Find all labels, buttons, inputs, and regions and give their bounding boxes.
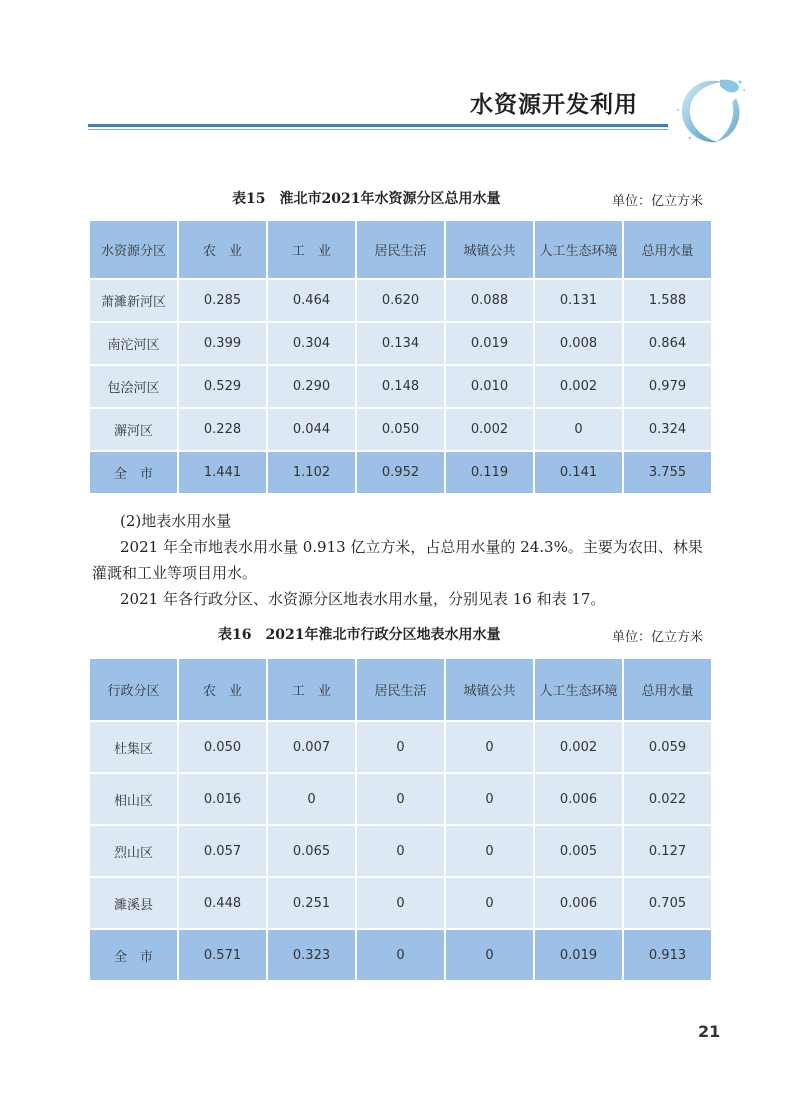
column-header: 农 业 (179, 659, 266, 720)
table-row (90, 878, 711, 928)
table-cell: 0.620 (357, 280, 444, 321)
table-cell: 0 (357, 878, 444, 928)
table-cell: 0 (357, 826, 444, 876)
table-cell: 0.448 (179, 878, 266, 928)
table-cell: 萧濉新河区 (90, 280, 177, 321)
table-cell: 0 (446, 774, 533, 824)
table-cell: 0.148 (357, 366, 444, 407)
table-header-row (90, 221, 711, 278)
table-cell: 0.044 (268, 409, 355, 450)
table-cell: 0 (446, 930, 533, 980)
column-header: 人工生态环境 (535, 659, 622, 720)
header-rule-thin (88, 129, 668, 130)
section-header-title: 水资源开发利用 (470, 91, 638, 118)
table-cell: 3.755 (624, 452, 711, 493)
table-cell: 0.006 (535, 878, 622, 928)
table16-caption: 表16 2021年淮北市行政分区地表水用水量 (218, 627, 501, 643)
table-cell: 0.323 (268, 930, 355, 980)
table-cell: 1.102 (268, 452, 355, 493)
table-cell: 0.016 (179, 774, 266, 824)
table-cell: 0.007 (268, 722, 355, 772)
table-cell: 0.571 (179, 930, 266, 980)
column-header: 工 业 (268, 221, 355, 278)
column-header: 总用水量 (624, 659, 711, 720)
table-cell: 0.002 (535, 722, 622, 772)
table-cell: 0.304 (268, 323, 355, 364)
table-cell: 0.019 (535, 930, 622, 980)
table15-unit: 单位：亿立方米 (612, 194, 704, 209)
table-cell: 0.290 (268, 366, 355, 407)
table-cell: 0.008 (535, 323, 622, 364)
table-cell: 0.050 (179, 722, 266, 772)
table-cell: 全 市 (90, 930, 177, 980)
table-cell: 杜集区 (90, 722, 177, 772)
table-cell: 0.010 (446, 366, 533, 407)
table-row (90, 323, 711, 364)
page-number: 21 (698, 1022, 721, 1041)
table-cell: 0 (357, 774, 444, 824)
table-row (90, 366, 711, 407)
column-header: 居民生活 (357, 221, 444, 278)
table-cell: 0.705 (624, 878, 711, 928)
column-header: 总用水量 (624, 221, 711, 278)
header-rule (88, 124, 668, 127)
table-cell: 1.441 (179, 452, 266, 493)
table-cell: 相山区 (90, 774, 177, 824)
table15-caption: 表15 淮北市2021年水资源分区总用水量 (232, 191, 501, 207)
table-cell: 0.002 (446, 409, 533, 450)
table-cell: 0.127 (624, 826, 711, 876)
column-header: 农 业 (179, 221, 266, 278)
table-cell: 0.019 (446, 323, 533, 364)
table-row (90, 774, 711, 824)
table-cell: 包浍河区 (90, 366, 177, 407)
table-cell: 0.529 (179, 366, 266, 407)
table-row (90, 280, 711, 321)
table-cell: 0.324 (624, 409, 711, 450)
table-cell: 0.399 (179, 323, 266, 364)
table-header-row (90, 659, 711, 720)
table-cell: 濉溪县 (90, 878, 177, 928)
table-cell: 0 (268, 774, 355, 824)
section-heading: (2)地表水用水量 (120, 512, 232, 530)
table-cell: 0.285 (179, 280, 266, 321)
table16-unit: 单位：亿立方米 (612, 630, 704, 645)
table-total-row (90, 930, 711, 980)
table-cell: 0 (446, 878, 533, 928)
table-cell: 0.022 (624, 774, 711, 824)
table-cell: 0.464 (268, 280, 355, 321)
table-cell: 0.141 (535, 452, 622, 493)
table-row (90, 409, 711, 450)
column-header: 居民生活 (357, 659, 444, 720)
paragraph: 2021 年全市地表水用水量 0.913 亿立方米，占总用水量的 24.3%。主要为农田、林果灌溉和工业等项目用水。 (92, 538, 703, 582)
table-cell: 0.057 (179, 826, 266, 876)
column-header: 城镇公共 (446, 221, 533, 278)
table-cell: 0.088 (446, 280, 533, 321)
table-cell: 0.228 (179, 409, 266, 450)
table-cell: 0.134 (357, 323, 444, 364)
column-header: 人工生态环境 (535, 221, 622, 278)
table15 (88, 219, 713, 495)
column-header: 行政分区 (90, 659, 177, 720)
table-cell: 0.913 (624, 930, 711, 980)
table-row (90, 826, 711, 876)
table-row (90, 722, 711, 772)
table-cell: 烈山区 (90, 826, 177, 876)
table-cell: 0 (535, 409, 622, 450)
table-cell: 0.006 (535, 774, 622, 824)
water-splash-logo-icon (670, 70, 750, 150)
table-cell: 1.588 (624, 280, 711, 321)
table-cell: 澥河区 (90, 409, 177, 450)
table-total-row (90, 452, 711, 493)
table-cell: 0 (446, 722, 533, 772)
table-cell: 0.005 (535, 826, 622, 876)
table16 (88, 657, 713, 982)
column-header: 水资源分区 (90, 221, 177, 278)
table-cell: 0.065 (268, 826, 355, 876)
table-cell: 0 (357, 930, 444, 980)
table-cell: 0.131 (535, 280, 622, 321)
table-cell: 0.864 (624, 323, 711, 364)
table-cell: 南沱河区 (90, 323, 177, 364)
paragraph: 2021 年各行政分区、水资源分区地表水用水量，分别见表 16 和表 17。 (120, 590, 606, 608)
table-cell: 0.952 (357, 452, 444, 493)
column-header: 城镇公共 (446, 659, 533, 720)
table-cell: 0 (357, 722, 444, 772)
column-header: 工 业 (268, 659, 355, 720)
table-cell: 0.979 (624, 366, 711, 407)
table-cell: 0.059 (624, 722, 711, 772)
table-cell: 0.119 (446, 452, 533, 493)
table-cell: 0.050 (357, 409, 444, 450)
table-cell: 0 (446, 826, 533, 876)
table-cell: 全 市 (90, 452, 177, 493)
table-cell: 0.002 (535, 366, 622, 407)
table-cell: 0.251 (268, 878, 355, 928)
